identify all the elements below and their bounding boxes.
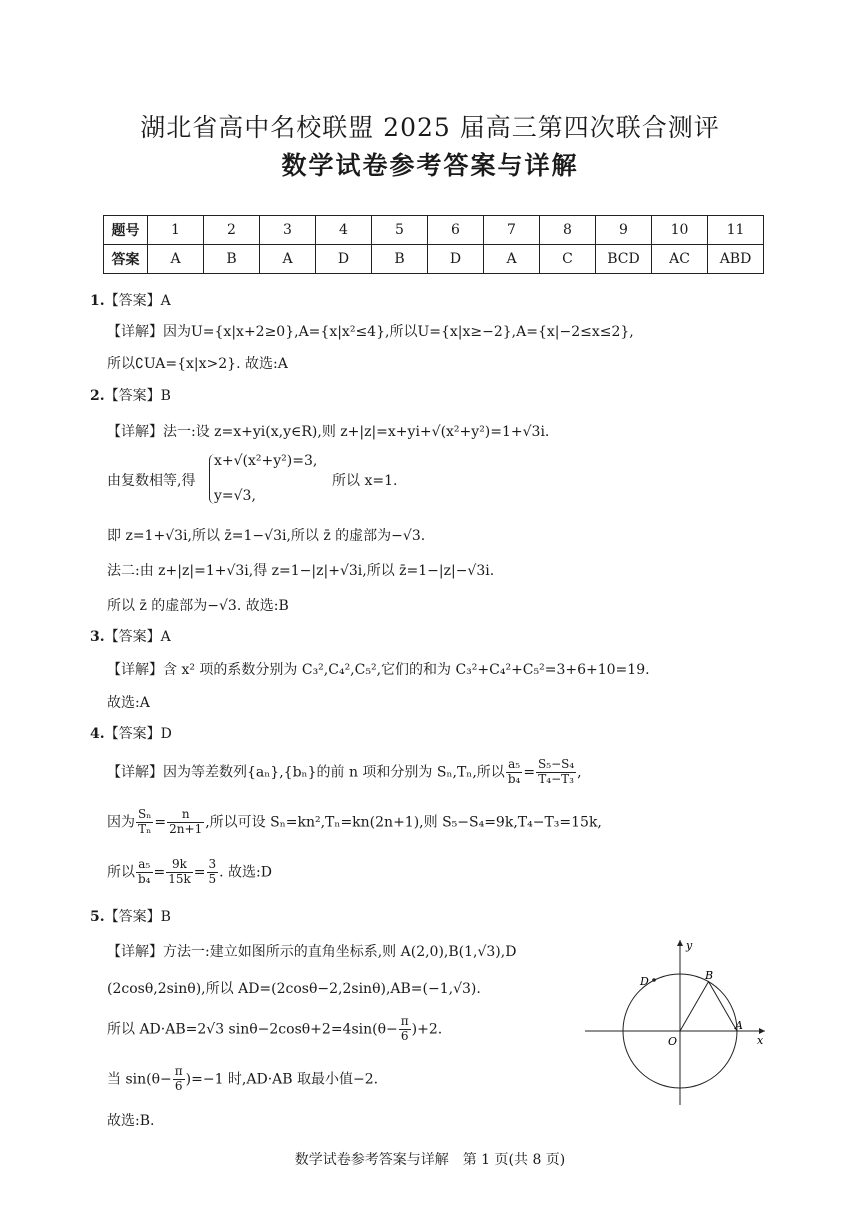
- q2-header: [90, 385, 171, 405]
- numerator: a₅: [506, 758, 523, 773]
- fraction: [136, 808, 153, 837]
- label-b: B: [705, 969, 714, 982]
- text: 因为等差数列{aₙ},{bₙ}的前 n 项和分别为 Sₙ,Tₙ,所以: [163, 764, 505, 781]
- denominator: 6: [400, 1028, 409, 1043]
- text: ,所以可设 Sₙ=kn²,Tₙ=kn(2n+1),则 S₅−S₄=9k,T₄−T₃=15k,: [205, 814, 602, 831]
- fraction: [207, 858, 219, 887]
- fraction: [166, 858, 193, 887]
- q2-system-eq2: y=√3,: [214, 488, 256, 504]
- q5-line4: [107, 1065, 378, 1094]
- fraction: [167, 808, 204, 837]
- triangle-oab: [680, 982, 737, 1031]
- numerator: π: [400, 1014, 409, 1028]
- q4-header: [90, 723, 172, 743]
- q5-answer: 【答案】B: [104, 909, 171, 925]
- text: 因为U={x|x+2≥0},A={x|x²≤4},所以U={x|x≥−2},A={x|−2≤x≤2},: [163, 324, 634, 340]
- label-x: x: [757, 1034, 764, 1047]
- text: 当 sin(θ−: [107, 1071, 172, 1088]
- table-cell: 8: [540, 216, 596, 245]
- q1-answer: 【答案】A: [104, 293, 171, 309]
- numerator: 3: [208, 857, 217, 871]
- q2-line5: 所以 z̄ 的虚部为−√3. 故选:B: [107, 598, 289, 614]
- table-cell: 11: [708, 216, 764, 245]
- label-a: A: [735, 1019, 743, 1032]
- text: 所以: [107, 864, 135, 881]
- q2-line2a: 由复数相等,得: [107, 473, 196, 489]
- denominator: 15k: [168, 871, 191, 886]
- table-cell: 6: [428, 216, 484, 245]
- table-cell: ABD: [708, 245, 764, 274]
- detail-tag: 【详解】: [107, 424, 163, 440]
- table-cell: B: [372, 245, 428, 274]
- table-cell: BCD: [596, 245, 652, 274]
- table-cell: AC: [652, 245, 708, 274]
- fraction: [506, 758, 523, 787]
- text: . 故选:D: [219, 864, 272, 881]
- text: ,: [577, 764, 582, 781]
- label-y: y: [686, 939, 693, 952]
- fraction: [399, 1015, 411, 1044]
- q5-detail-line1: [107, 941, 516, 961]
- table-cell: D: [316, 245, 372, 274]
- label-d: D: [640, 975, 649, 988]
- q5-line5: 故选:B.: [107, 1113, 155, 1129]
- text: )+2.: [411, 1021, 443, 1038]
- table-cell: C: [540, 245, 596, 274]
- table-cell: 2: [204, 216, 260, 245]
- q4-number: 4.: [90, 726, 105, 742]
- table-header-answer: 答案: [104, 245, 148, 274]
- numerator: Sₙ: [138, 807, 152, 821]
- q2-line2b: 所以 x=1.: [332, 473, 398, 489]
- table-cell: 9: [596, 216, 652, 245]
- table-cell: B: [204, 245, 260, 274]
- q4-detail-line2: [107, 808, 602, 837]
- denominator: 2n+1: [169, 821, 203, 836]
- answer-table-answer-row: [104, 245, 764, 274]
- numerator: n: [167, 808, 204, 823]
- q4-answer: 【答案】D: [104, 726, 172, 742]
- denominator: b₄: [138, 871, 151, 886]
- q5-line3: [107, 1015, 442, 1044]
- q2-detail-line1: [107, 421, 549, 441]
- detail-tag: 【详解】: [107, 764, 163, 781]
- detail-tag: 【详解】: [107, 324, 163, 340]
- numerator: 9k: [166, 858, 193, 873]
- label-origin: O: [668, 1035, 678, 1048]
- q1-number: 1.: [90, 293, 105, 309]
- q3-answer: 【答案】A: [104, 629, 171, 645]
- table-cell: 10: [652, 216, 708, 245]
- table-cell: A: [484, 245, 540, 274]
- q2-system-eq1: x+√(x²+y²)=3,: [214, 453, 318, 469]
- q2-line3: 即 z=1+√3i,所以 z̄=1−√3i,所以 z̄ 的虚部为−√3.: [107, 528, 426, 544]
- table-cell: 1: [148, 216, 204, 245]
- numerator: a₅: [136, 858, 153, 873]
- q5-number: 5.: [90, 909, 105, 925]
- table-cell: D: [428, 245, 484, 274]
- q3-line2: 故选:A: [107, 695, 150, 711]
- table-cell: 5: [372, 216, 428, 245]
- circle-coordinate-figure: [580, 935, 770, 1110]
- fraction: [536, 758, 576, 787]
- detail-tag: 【详解】: [107, 662, 163, 678]
- q1-detail-line2: 所以∁UA={x|x>2}. 故选:A: [107, 356, 288, 372]
- q3-header: [90, 626, 171, 646]
- q5-line2: (2cosθ,2sinθ),所以 AD=(2cosθ−2,2sinθ),AB=(−1,√3).: [107, 981, 481, 997]
- fraction: [136, 858, 153, 887]
- q3-detail-line1: [107, 659, 650, 679]
- denominator: T₄−T₃: [538, 771, 574, 786]
- q3-number: 3.: [90, 629, 105, 645]
- equals: =: [154, 814, 167, 831]
- table-cell: 7: [484, 216, 540, 245]
- text: 方法一:建立如图所示的直角坐标系,则 A(2,0),B(1,√3),D: [163, 944, 517, 960]
- answer-table: [103, 215, 764, 274]
- q4-detail-line3: 所以 $\frac{\text{a₅}}{\text{b₄}}$ = $\frac{9k}{15k}$ = $\frac{3}{5}$ . 故选:D: [107, 857, 272, 886]
- denominator: b₄: [507, 771, 521, 786]
- table-cell: A: [148, 245, 204, 274]
- denominator: 6: [174, 1078, 183, 1093]
- document-title: 湖北省高中名校联盟 2025 届高三第四次联合测评: [140, 113, 720, 142]
- text: 因为: [107, 814, 135, 831]
- q1-header: [90, 290, 171, 310]
- q2-line4: 法二:由 z+|z|=1+√3i,得 z=1−|z|+√3i,所以 z̄=1−|z|−√3i.: [107, 563, 495, 579]
- fraction: [173, 1065, 185, 1094]
- denominator: 5: [208, 871, 217, 886]
- point-d: [652, 978, 656, 982]
- table-cell: 4: [316, 216, 372, 245]
- q4-detail-line1: [107, 758, 582, 787]
- document-subtitle: 数学试卷参考答案与详解: [281, 151, 579, 180]
- table-cell: 3: [260, 216, 316, 245]
- table-header-number: 题号: [104, 216, 148, 245]
- q2-number: 2.: [90, 388, 105, 404]
- denominator: Tₙ: [138, 821, 152, 836]
- text: 法一:设 z=x+yi(x,y∈R),则 z+|z|=x+yi+√(x²+y²)=1+√3i.: [163, 424, 550, 440]
- text: 所以 AD·AB=2√3 sinθ−2cosθ+2=4sin(θ−: [107, 1021, 398, 1038]
- detail-tag: 【详解】: [107, 944, 163, 960]
- text: 含 x² 项的系数分别为 C₃²,C₄²,C₅²,它们的和为 C₃²+C₄²+C₅²=3+6+10=19.: [163, 662, 650, 678]
- numerator: π: [174, 1064, 183, 1078]
- equals: =: [523, 764, 536, 781]
- text: )=−1 时,AD·AB 取最小值−2.: [185, 1071, 379, 1088]
- page-footer: 数学试卷参考答案与详解 第 1 页(共 8 页): [294, 1152, 566, 1168]
- table-cell: A: [260, 245, 316, 274]
- numerator: S₅−S₄: [538, 757, 575, 771]
- answer-table-number-row: [104, 216, 764, 245]
- q5-header: [90, 906, 171, 926]
- q2-answer: 【答案】B: [104, 388, 171, 404]
- q1-detail-line1: [107, 321, 634, 341]
